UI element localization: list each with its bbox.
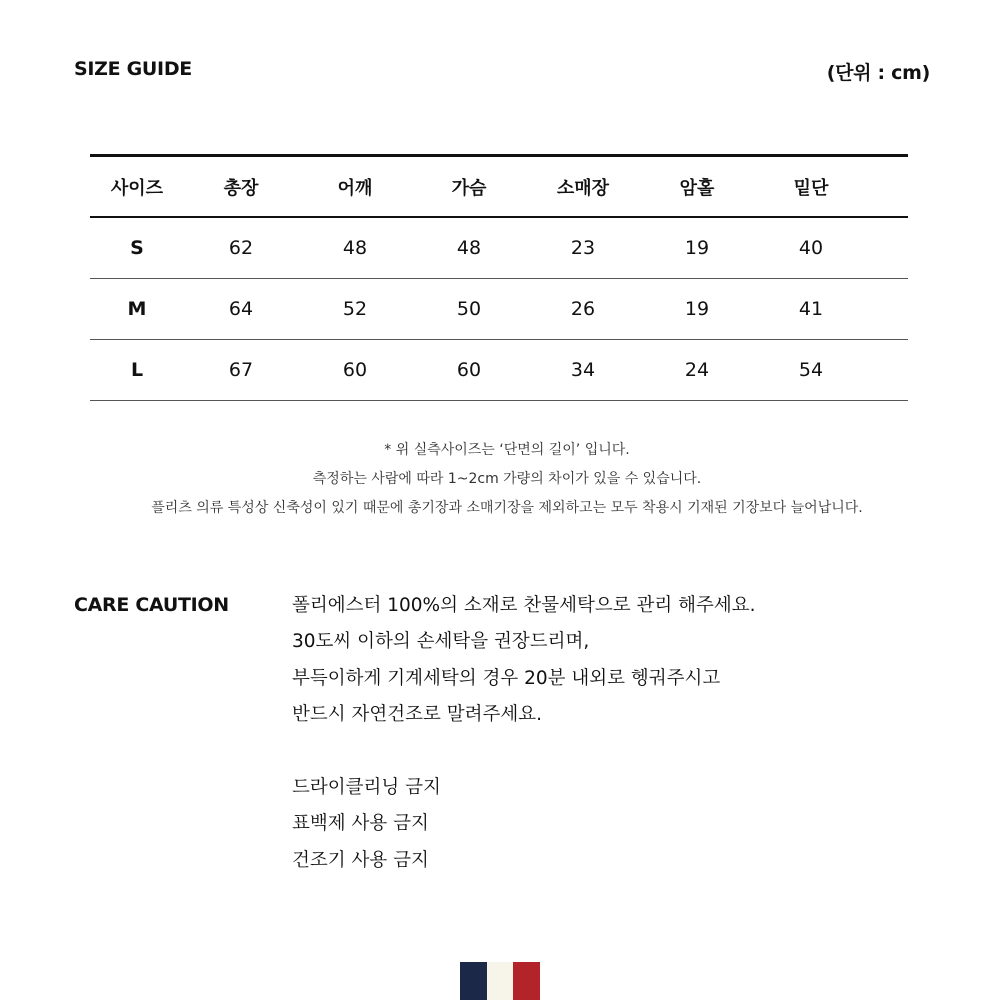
table-cell: 48 [342, 237, 368, 259]
table-cell: 60 [342, 359, 368, 381]
table-header-row [90, 154, 908, 218]
column-header: 밑단 [793, 177, 829, 199]
care-line: 부득이하게 기계세탁의 경우 20분 내외로 헹궈주시고 [292, 667, 721, 689]
care-line: 드라이클리닝 금지 [292, 777, 441, 799]
table-cell: 19 [684, 237, 710, 259]
column-header: 총장 [223, 177, 259, 199]
care-spacer [292, 734, 755, 770]
table-cell: 26 [570, 298, 596, 320]
table-row [90, 340, 908, 401]
table-cell: 19 [684, 298, 710, 320]
size-label: S [130, 237, 144, 259]
care-line: 반드시 자연건조로 말려주세요. [292, 704, 542, 726]
care-line: 건조기 사용 금지 [292, 849, 429, 871]
table-cell: 54 [798, 359, 824, 381]
table-cell: 41 [798, 298, 824, 320]
table-cell: 24 [684, 359, 710, 381]
care-line: 폴리에스터 100%의 소재로 찬물세탁으로 관리 해주세요. [292, 595, 756, 616]
table-cell: 62 [228, 237, 254, 259]
flag-stripe-red [513, 962, 540, 1000]
note-line: 플리츠 의류 특성상 신축성이 있기 때문에 총기장과 소매기장을 제외하고는 모두 착용시 기재된 기장보다 늘어납니다. [151, 500, 863, 516]
table-cell: 40 [798, 237, 824, 259]
flag-stripe-ivory [487, 962, 514, 1000]
column-header: 소매장 [556, 177, 610, 199]
size-label: M [127, 298, 147, 320]
note-line: * 위 실측사이즈는 ‘단면의 길이’ 입니다. [384, 442, 630, 458]
column-header: 사이즈 [110, 177, 164, 199]
table-cell: 48 [456, 237, 482, 259]
tricolor-flag-logo [460, 962, 540, 1000]
care-line: 30도씨 이하의 손세탁을 권장드리며, [292, 631, 590, 653]
flag-stripe-navy [460, 962, 487, 1000]
table-cell: 60 [456, 359, 482, 381]
size-table [90, 154, 908, 401]
table-cell: 50 [456, 298, 482, 320]
size-guide-title: SIZE GUIDE [74, 58, 192, 80]
unit-label: (단위 : cm) [826, 62, 930, 84]
table-row [90, 218, 908, 279]
column-header: 암홀 [679, 177, 715, 199]
table-cell: 52 [342, 298, 368, 320]
measurement-notes [0, 436, 1000, 523]
column-header: 어깨 [337, 177, 373, 199]
care-line: 표백제 사용 금지 [292, 813, 429, 835]
table-cell: 34 [570, 359, 596, 381]
table-cell: 67 [228, 359, 254, 381]
care-instructions [292, 588, 755, 879]
table-row [90, 279, 908, 340]
note-line: 측정하는 사람에 따라 1~2cm 가량의 차이가 있을 수 있습니다. [312, 471, 702, 487]
column-header: 가슴 [451, 177, 487, 199]
size-label: L [130, 359, 144, 381]
table-cell: 23 [570, 237, 596, 259]
table-cell: 64 [228, 298, 254, 320]
care-caution-title: CARE CAUTION [74, 594, 229, 616]
